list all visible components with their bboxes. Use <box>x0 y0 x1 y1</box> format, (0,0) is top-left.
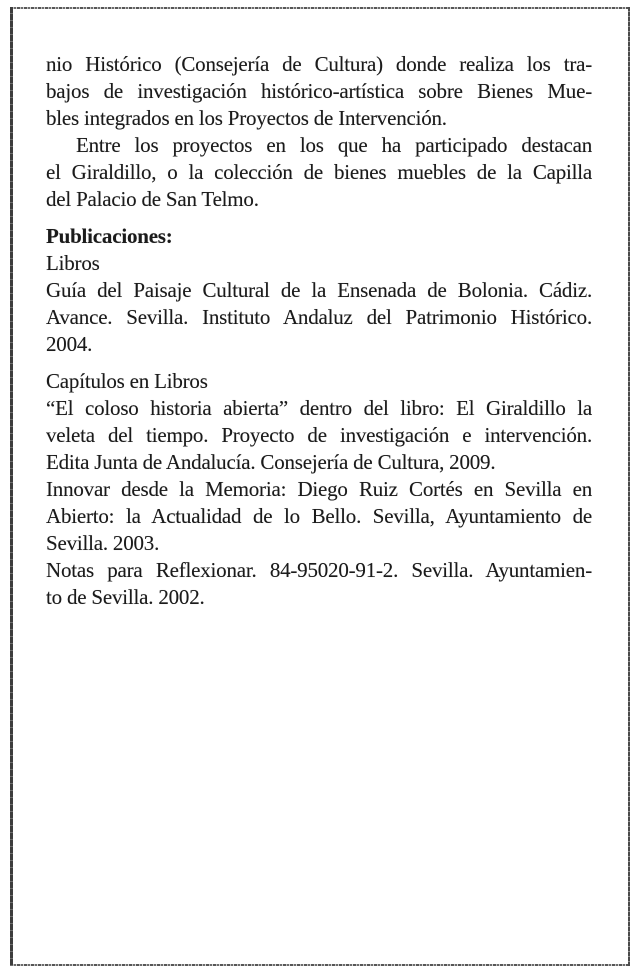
text-line: Notas para Reflexionar. 84-95020-91-2. Sevilla. Ayuntamien- <box>46 558 592 582</box>
text-line: Abierto: la Actualidad de lo Bello. Sevilla, Ayuntamiento de <box>46 504 592 528</box>
frame-bottom-rule <box>10 964 630 966</box>
text-line: to de Sevilla. 2002. <box>46 585 205 609</box>
text-line: Avance. Sevilla. Instituto Andaluz del Patrimonio Histórico. <box>46 305 592 329</box>
text-line: 2004. <box>46 332 93 356</box>
text-line: del Palacio de San Telmo. <box>46 187 259 211</box>
text-line: bles integrados en los Proyectos de Intervención. <box>46 106 447 130</box>
scanned-page-frame <box>10 7 630 966</box>
text-line: “El coloso historia abierta” dentro del libro: El Giraldillo la <box>46 396 592 420</box>
capitulos-entry <box>46 395 592 611</box>
publications-section <box>46 223 592 358</box>
text-line: Entre los proyectos en los que ha participado destacan <box>76 133 592 157</box>
frame-left-rule <box>10 7 13 966</box>
text-line: Sevilla. 2003. <box>46 531 160 555</box>
text-line: nio Histórico (Consejería de Cultura) donde realiza los tra- <box>46 52 592 76</box>
capitulos-section-label: Capítulos en Libros <box>46 369 208 393</box>
text-line: veleta del tiempo. Proyecto de investigación e intervención. <box>46 423 592 447</box>
chapters-section <box>46 368 592 611</box>
publications-heading: Publicaciones: <box>46 224 173 248</box>
text-line: el Giraldillo, o la colección de bienes muebles de la Capilla <box>46 160 592 184</box>
text-line: Innovar desde la Memoria: Diego Ruiz Cortés en Sevilla en <box>46 477 592 501</box>
intro-paragraph <box>46 51 592 132</box>
text-line: Edita Junta de Andalucía. Consejería de Cultura, 2009. <box>46 450 496 474</box>
text-line: bajos de investigación histórico-artística sobre Bienes Mue- <box>46 79 592 103</box>
frame-top-rule <box>10 7 630 9</box>
frame-right-rule <box>628 7 630 966</box>
page-text-column <box>46 51 592 611</box>
projects-paragraph <box>46 132 592 213</box>
libros-section-label: Libros <box>46 251 100 275</box>
libros-entry <box>46 277 592 358</box>
text-line: Guía del Paisaje Cultural de la Ensenada de Bolonia. Cádiz. <box>46 278 592 302</box>
